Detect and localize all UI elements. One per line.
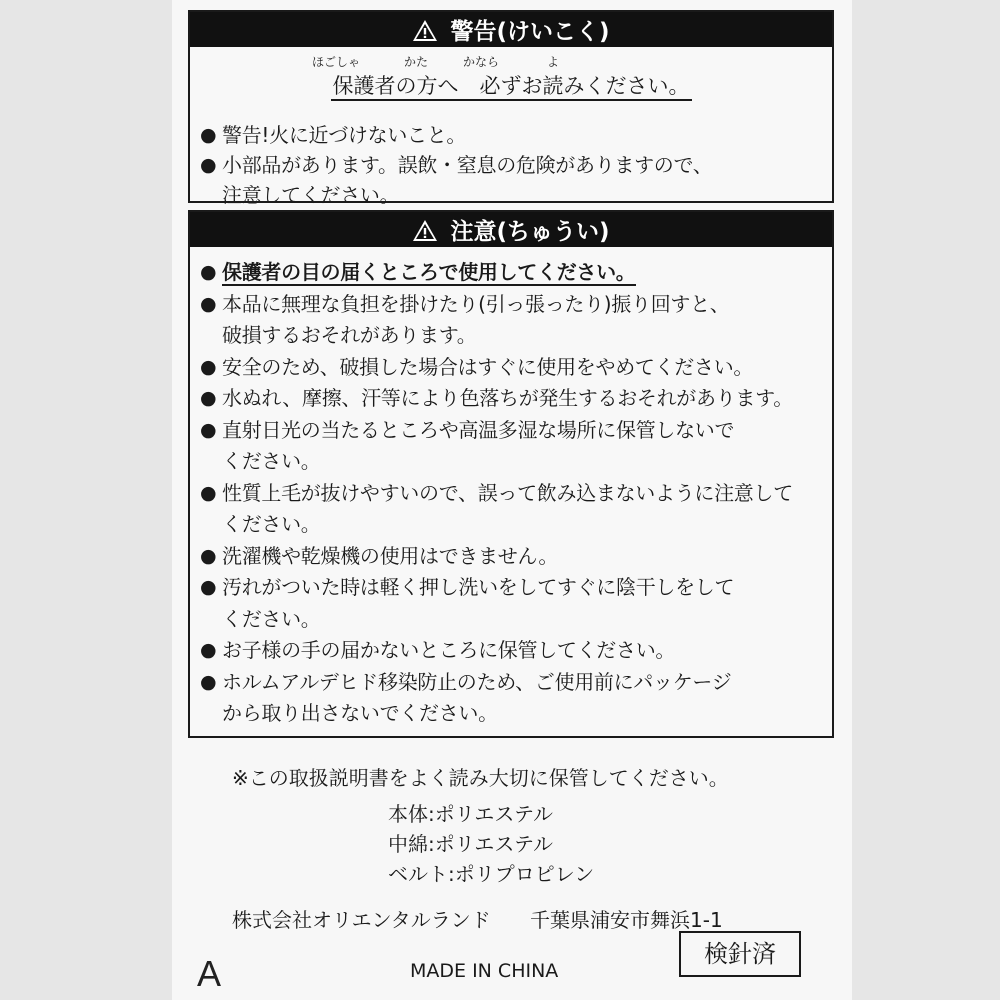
company-address: 千葉県浦安市舞浜1-1 <box>530 908 723 932</box>
furigana: ほごしゃ <box>312 55 361 69</box>
caution-item: ● 直射日光の当たるところや高温多湿な場所に保管しないで ください。 <box>200 415 826 478</box>
country-of-origin: MADE IN CHINA <box>410 960 559 982</box>
caution-item: ● 性質上毛が抜けやすいので、誤って飲み込まないように注意して ください。 <box>200 478 826 541</box>
caution-item: ● 本品に無理な負担を掛けたり(引っ張ったり)振り回すと、 破損するおそれがあります。 <box>200 289 826 352</box>
caution-item: ● 洗濯機や乾燥機の使用はできません。 <box>200 541 826 573</box>
caution-item: ● 汚れがついた時は軽く押し洗いをしてすぐに陰干しをして ください。 <box>200 572 826 635</box>
warning-item: ● 警告!火に近づけないこと。 <box>200 120 826 150</box>
care-note: ※この取扱説明書をよく読み大切に保管してください。 <box>232 766 729 790</box>
caution-item: ● 安全のため、破損した場合はすぐに使用をやめてください。 <box>200 352 826 384</box>
guardian-notice-text: 保護者の方へ 必ずお読みください。 <box>331 74 692 101</box>
material-line: ベルト:ポリプロピレン <box>388 862 595 886</box>
caution-item: ● 水ぬれ、摩擦、汗等により色落ちが発生するおそれがあります。 <box>200 383 826 415</box>
furigana: かた <box>404 55 429 69</box>
caution-item-emphasis: 保護者の目の届くところで使用してください。 <box>222 260 636 284</box>
warning-title: 警告(けいこく) <box>450 19 610 45</box>
warning-triangle-icon <box>412 18 438 42</box>
company-name: 株式会社オリエンタルランド <box>232 908 491 932</box>
caution-item: ● お子様の手の届かないところに保管してください。 <box>200 635 826 667</box>
lot-letter: A <box>197 953 222 994</box>
caution-box <box>188 210 834 738</box>
caution-item <box>200 257 826 289</box>
warning-triangle-icon <box>412 218 438 242</box>
caution-title: 注意(ちゅうい) <box>450 219 610 245</box>
needle-inspection-stamp: 検針済 <box>679 931 801 977</box>
warning-header <box>190 12 832 47</box>
caution-item: ● ホルムアルデヒド移染防止のため、ご使用前にパッケージ から取り出さないでください。 <box>200 667 826 730</box>
furigana-line <box>190 48 832 70</box>
material-line: 中綿:ポリエステル <box>388 832 553 856</box>
material-line: 本体:ポリエステル <box>388 802 553 826</box>
warning-box <box>188 10 834 207</box>
furigana: よ <box>547 55 560 69</box>
warning-item: ● 小部品があります。誤飲・窒息の危険がありますので、 注意してください。 <box>200 150 826 210</box>
furigana: かなら <box>463 55 500 69</box>
caution-list <box>200 257 826 730</box>
caution-header <box>190 212 832 247</box>
guardian-notice <box>190 70 832 100</box>
warning-list <box>200 120 826 210</box>
